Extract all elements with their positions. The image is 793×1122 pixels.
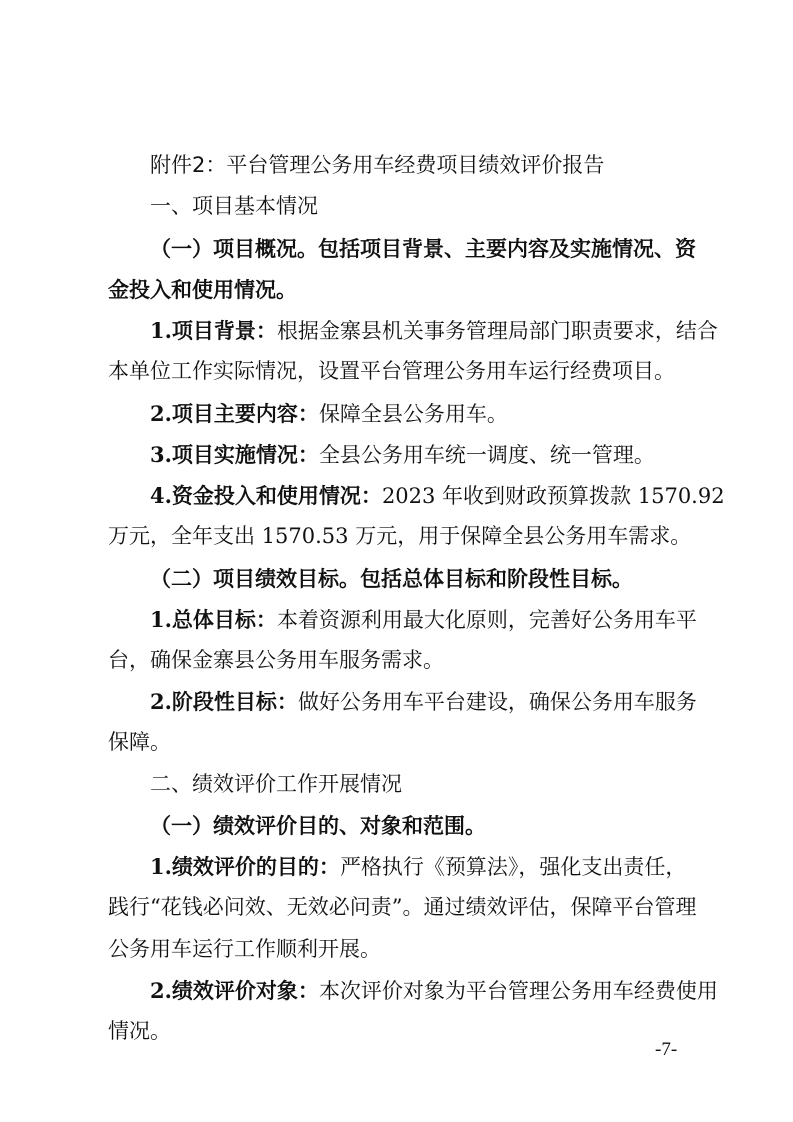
subsection-heading-overview-cont: 金投入和使用情况。 (108, 277, 297, 302)
item-text: 本次评价对象为平台管理公务用车经费使用 (318, 979, 718, 1003)
item-text: 做好公务用车平台建设，确保公务用车服务 (297, 690, 697, 714)
paragraph-project-background-cont: 本单位工作实际情况，设置平台管理公务用车运行经费项目。 (108, 359, 675, 383)
paragraph-evaluation-purpose-cont2: 公务用车运行工作顺利开展。 (108, 937, 381, 961)
subsection-heading-overview: （一）项目概况。包括项目背景、主要内容及实施情况、资 (150, 236, 696, 261)
paragraph-stage-goal-cont: 保障。 (108, 730, 171, 754)
section-heading-basic-info: 一、项目基本情况 (150, 194, 318, 218)
paragraph-project-background (150, 312, 718, 349)
item-text: 全县公务用车统一调度、统一管理。 (318, 443, 655, 467)
paragraph-implementation (150, 436, 710, 473)
item-label: 1.项目背景： (150, 318, 277, 343)
item-label: 1.绩效评价的目的： (150, 854, 340, 879)
item-label: 2.阶段性目标： (150, 689, 298, 714)
item-label: 3.项目实施情况： (150, 442, 319, 467)
item-text: 本着资源利用最大化原则，完善好公务用车平 (276, 608, 697, 632)
item-label: 4.资金投入和使用情况： (150, 483, 382, 508)
item-label: 2.绩效评价对象： (150, 978, 319, 1003)
item-label: 1.总体目标： (150, 607, 277, 632)
item-text: 严格执行《预算法》，强化支出责任， (339, 855, 687, 879)
item-text: 根据金寨县机关事务管理局部门职责要求，结合 (276, 319, 718, 343)
paragraph-evaluation-purpose-cont: 践行“花钱必问效、无效必问责”。通过绩效评估，保障平台管理 (108, 895, 697, 919)
item-text: 保障全县公务用车。 (318, 402, 508, 426)
item-text: 2023 年收到财政预算拨款 1570.92 (381, 484, 725, 508)
paragraph-stage-goal (150, 683, 710, 720)
paragraph-evaluation-purpose (150, 848, 710, 885)
paragraph-evaluation-object-cont: 情况。 (108, 1019, 171, 1043)
page-number: -7- (655, 1039, 678, 1060)
document-title: 附件2：平台管理公务用车经费项目绩效评价报告 (150, 153, 605, 177)
paragraph-overall-goal (150, 601, 710, 638)
subsection-heading-purpose: （一）绩效评价目的、对象和范围。 (150, 813, 486, 838)
section-heading-evaluation: 二、绩效评价工作开展情况 (150, 772, 402, 796)
paragraph-overall-goal-cont: 台，确保金寨县公务用车服务需求。 (108, 648, 444, 672)
subsection-heading-goals: （二）项目绩效目标。包括总体目标和阶段性目标。 (150, 566, 633, 591)
paragraph-evaluation-object (150, 972, 718, 1009)
paragraph-funding-cont: 万元，全年支出 1570.53 万元，用于保障全县公务用车需求。 (108, 524, 692, 548)
paragraph-main-content (150, 395, 710, 432)
paragraph-funding (150, 477, 725, 514)
item-label: 2.项目主要内容： (150, 401, 319, 426)
